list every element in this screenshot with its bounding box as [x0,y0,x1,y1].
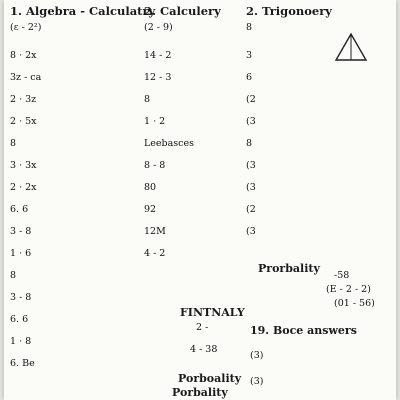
equation-line: 3z - ca [10,72,42,83]
equation-line: 2 · 3z [10,94,37,105]
equation-line: (E - 2 - 2) [326,284,371,295]
section-heading-answers: 19. Boce answers [250,324,357,337]
equation-line: 3 [246,50,253,61]
equation-line: (2 [246,94,256,105]
section-heading-calculus: 2. Calculery [144,4,221,18]
equation-line: 6. 6 [10,314,29,325]
equation-line: 8 [10,270,17,281]
equation-line: 3 - 8 [10,226,32,237]
section-heading-algebra: 1. Algebra - Calculatry [10,4,156,18]
equation-line: 3 - 8 [10,292,32,303]
equation-line: 2 - [196,322,209,333]
equation-line: 8 [246,22,253,33]
section-heading-probability-2: Porbality [172,386,228,399]
equation-line: 1 · 6 [10,248,32,259]
column-trigonometry [246,4,396,248]
equation-line: 1 · 2 [144,116,166,127]
equation-line: Leebasces [144,138,194,149]
section-heading-probability: Porboality [178,372,242,385]
equation-line: 2 · 5x [10,116,37,127]
equation-line: (3 [246,182,256,193]
section-heading-finality: FINTNALY [180,306,245,319]
column-calculus [144,4,248,270]
equation-line: 8 · 2x [10,50,37,61]
equation-line: 12M [144,226,166,237]
worksheet-page [4,0,396,400]
equation-line: -58 [334,270,350,281]
equation-line: (01 - 56) [334,298,375,309]
equation-line: 3 · 3x [10,160,37,171]
equation-line: 8 [144,94,151,105]
triangle-diagram [334,32,368,62]
equation-line: 4 - 38 [190,344,218,355]
equation-line: 4 - 2 [144,248,166,259]
equation-line: 80 [144,182,157,193]
equation-line: (2 - 9) [144,22,173,33]
equation-line: (3) [250,350,264,361]
equation-line: 8 [10,138,17,149]
equation-line: 6 [246,72,253,83]
section-heading-trigonometry: 2. Trigonoery [246,4,332,18]
equation-line: 8 - 8 [144,160,166,171]
equation-line: 92 [144,204,157,215]
equation-line: (ε - 2²) [10,22,42,33]
equation-line: 12 - 3 [144,72,172,83]
equation-line: 6. Be [10,358,35,369]
equation-line: (3 [246,226,256,237]
equation-line: (3) [250,376,264,387]
equation-line: 2 · 2x [10,182,37,193]
section-heading-probability-3: Prorbality [258,262,320,275]
equation-line: (3 [246,116,256,127]
equation-line: 8 [246,138,253,149]
equation-line: (3 [246,160,256,171]
equation-line: 1 · 8 [10,336,32,347]
equation-line: (2 [246,204,256,215]
equation-line: 14 - 2 [144,50,172,61]
equation-line: 6. 6 [10,204,29,215]
